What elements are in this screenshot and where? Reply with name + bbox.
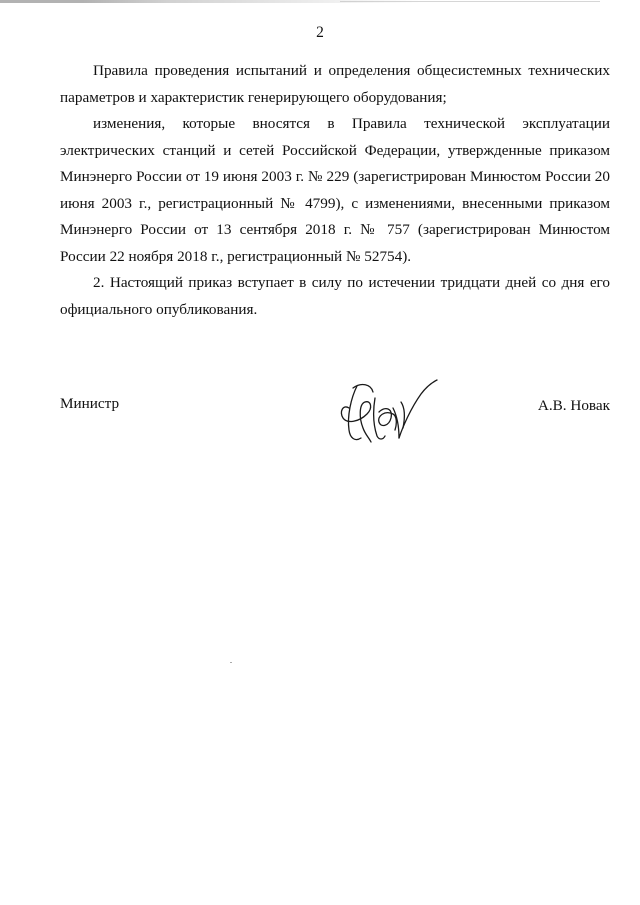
- paragraph-technical-rules-changes: изменения, которые вносятся в Правила технической эксплуатации электрических станций и сетей Российской Федерации, утвержденные приказом Минэнерго России от 19 июня 2003 г. № 229 (зарегистрирован Минюстом России 20 июня 2003 г., регистрационный № 4799), с изменениями, внесенными приказом Минэнерго России от 13 сентября 2018 г. № 757 (зарегистрирован Минюстом России 22 ноября 2018 г., регистрационный № 52754).: [60, 115, 610, 265]
- handwritten-signature-icon: [335, 378, 445, 448]
- paragraph-testing-rules: Правила проведения испытаний и определения общесистемных технических параметров и характеристик генерирующего оборудования;: [60, 62, 610, 106]
- signatory-title: Министр: [60, 395, 120, 412]
- document-body: [60, 58, 610, 323]
- scan-edge-line: [340, 1, 600, 2]
- signatory-name: А.В. Новак: [537, 397, 610, 414]
- scan-speck: [230, 662, 232, 663]
- paragraph-effective-date: 2. Настоящий приказ вступает в силу по истечении тридцати дней со дня его официального опубликования.: [60, 274, 610, 318]
- page-number: 2: [316, 24, 324, 41]
